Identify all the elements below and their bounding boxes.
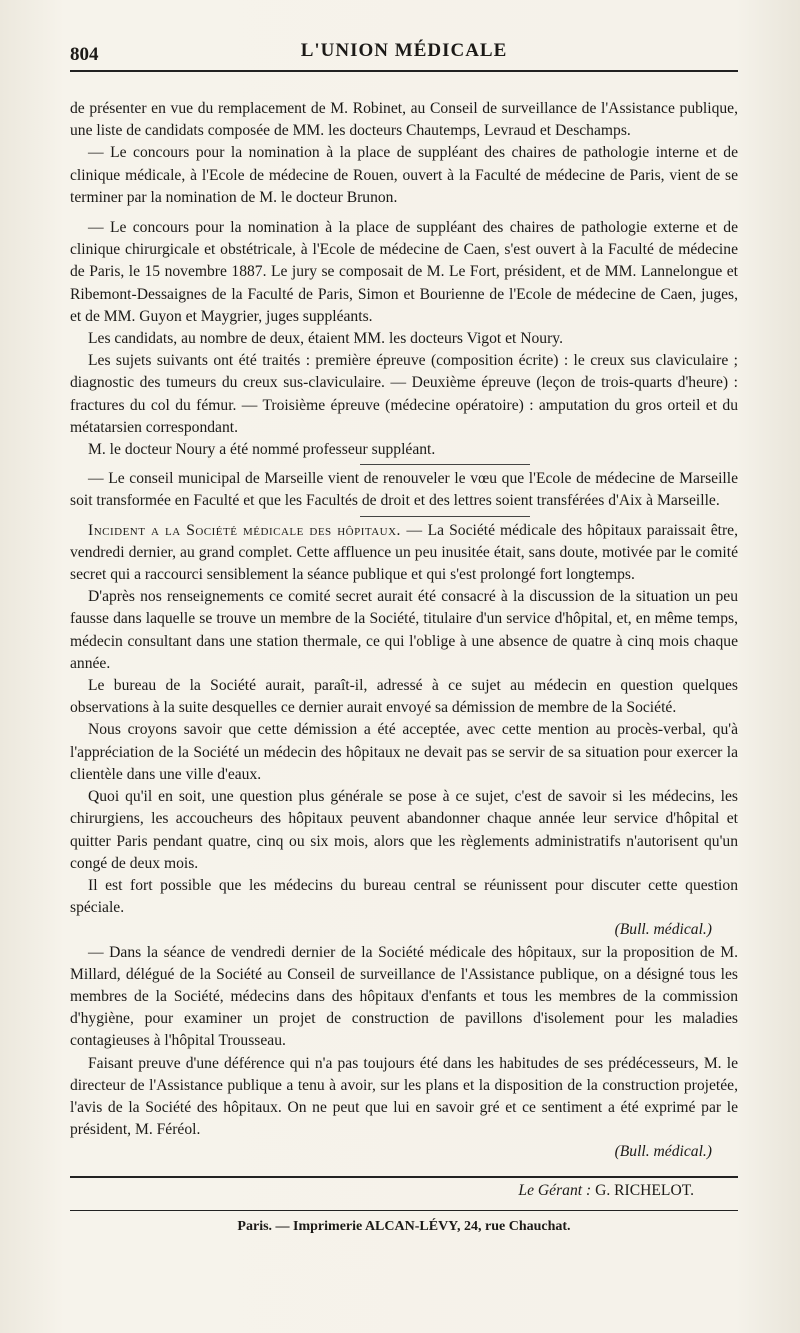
printer-line: Paris. — Imprimerie ALCAN-LÉVY, 24, rue Chauchat.: [237, 1218, 571, 1234]
paragraph-8-text: La Société médicale des hôpitaux paraissait être, vendredi dernier, au grand complet. Cette affluence un peu inusitée était, sans doute, motivée par le comité secret qui a raccourci sensiblement la séance publique et qui s'est prolongé fort longtemps.: [70, 521, 738, 584]
manager-label: Le Gérant :: [518, 1181, 592, 1199]
separator-rule: [360, 464, 530, 465]
source-citation: (Bull. médical.): [614, 921, 712, 939]
paragraph-15: Faisant preuve d'une déférence qui n'a pas toujours été dans les habitudes de ses prédécesseurs, M. le directeur de l'Assistance publique a tenu à avoir, sur les plans et la disposition de la construction projetée, l'avis de la Société des hôpitaux. On ne peut que lui en savoir gré et ce sentiment a été exprimé par le président, M. Féréol.: [70, 1054, 738, 1139]
article-body: [70, 98, 738, 1164]
paragraph-2: — Le concours pour la nomination à la place de suppléant des chaires de pathologie interne et de clinique médicale, à l'Ecole de médecine de Rouen, ouvert à la Faculté de médecine de Paris, vient de se terminer par la nomination de M. le docteur Brunon.: [70, 144, 738, 206]
footer-rule: [70, 1210, 738, 1211]
paragraph-13: Il est fort possible que les médecins du bureau central se réunissent pour discuter cette question spéciale.: [70, 876, 738, 917]
paragraph-1: de présenter en vue du remplacement de M. Robinet, au Conseil de surveillance de l'Assistance publique, une liste de candidats composée de MM. les docteurs Chautemps, Levraud et Deschamps.: [70, 100, 738, 140]
page-number: 804: [70, 44, 99, 65]
paragraph-14: — Dans la séance de vendredi dernier de la Société médicale des hôpitaux, sur la proposition de M. Millard, délégué de la Société au Conseil de surveillance de l'Assistance publique, on a désigné tous les membres de la Société, médecins dans des hôpitaux d'enfants et tous les membres de la commission d'hygiène, pour examiner un projet de construction de pavillons d'isolement pour les maladies contagieuses à l'hôpital Trousseau.: [70, 943, 738, 1050]
incident-heading: Incident a la Société médicale des hôpitaux. —: [88, 521, 423, 539]
manager-signature: [70, 1182, 738, 1200]
manager-rule: [70, 1176, 738, 1178]
paragraph-10: Le bureau de la Société aurait, paraît-il, adressé à ce sujet au médecin en question quelques observations à la suite desquelles ce dernier aurait envoyé sa démission de membre de la Société.: [70, 677, 738, 717]
paragraph-12: Quoi qu'il en soit, une question plus générale se pose à ce sujet, c'est de savoir si les médecins, les chirurgiens, les accoucheurs des hôpitaux peuvent abandonner chaque année leur service d'hôpital et quitter Paris pendant quatre, cinq ou six mois, alors que les règlements administratifs n'autorisent qu'un congé de deux mois.: [70, 788, 738, 872]
paragraph-3: — Le concours pour la nomination à la place de suppléant des chaires de pathologie externe et de clinique chirurgicale et obstétricale, à l'Ecole de médecine de Caen, s'est ouvert à la Faculté de médecine de Paris, le 15 novembre 1887. Le jury se composait de M. Le Fort, président, et de MM. Lannelongue et Ribemont-Dessaignes de la Faculté de Paris, Simon et Bourienne de l'Ecole de médecine de Caen, juges, et de MM. Guyon et Maygrier, juges suppléants.: [70, 219, 738, 325]
header-rule: [70, 70, 738, 72]
paragraph-8: [70, 520, 738, 587]
paragraph-5: Les sujets suivants ont été traités : première épreuve (composition écrite) : le creux sus claviculaire ; diagnostic des tumeurs du creux sus-claviculaire. — Deuxième épreuve (leçon de trois-quarts d'heure) : fractures du col du fémur. — Troisième épreuve (médecine opératoire) : amputation du gros orteil et du métatarsien correspondant.: [70, 352, 738, 436]
manager-name: G. RICHELOT.: [595, 1181, 694, 1199]
journal-title: L'UNION MÉDICALE: [300, 40, 508, 61]
paragraph-11: Nous croyons savoir que cette démission a été acceptée, avec cette mention au procès-verbal, qu'à l'appréciation de la Société un médecin des hôpitaux ne devait pas se servir de sa situation pour exercer la clientèle dans une ville d'eaux.: [70, 721, 738, 783]
paragraph-9: D'après nos renseignements ce comité secret aurait été consacré à la discussion de la situation un peu fausse dans laquelle se trouve un membre de la Société, titulaire d'un service d'hôpital, et, en même temps, médecin consultant dans une station thermale, ce qui l'oblige à une absence de quatre à cinq mois chaque année.: [70, 588, 738, 672]
paragraph-7: — Le conseil municipal de Marseille vient de renouveler le vœu que l'Ecole de médecine de Marseille soit transformée en Faculté et que les Facultés de droit et des lettres soient transférées d'Aix à Marseille.: [70, 470, 738, 510]
paragraph-4: Les candidats, au nombre de deux, étaient MM. les docteurs Vigot et Noury.: [88, 330, 563, 348]
paragraph-6: M. le docteur Noury a été nommé professeur suppléant.: [88, 441, 436, 459]
source-citation: (Bull. médical.): [614, 1143, 712, 1161]
page-header: [70, 40, 738, 70]
separator-rule: [360, 516, 530, 517]
